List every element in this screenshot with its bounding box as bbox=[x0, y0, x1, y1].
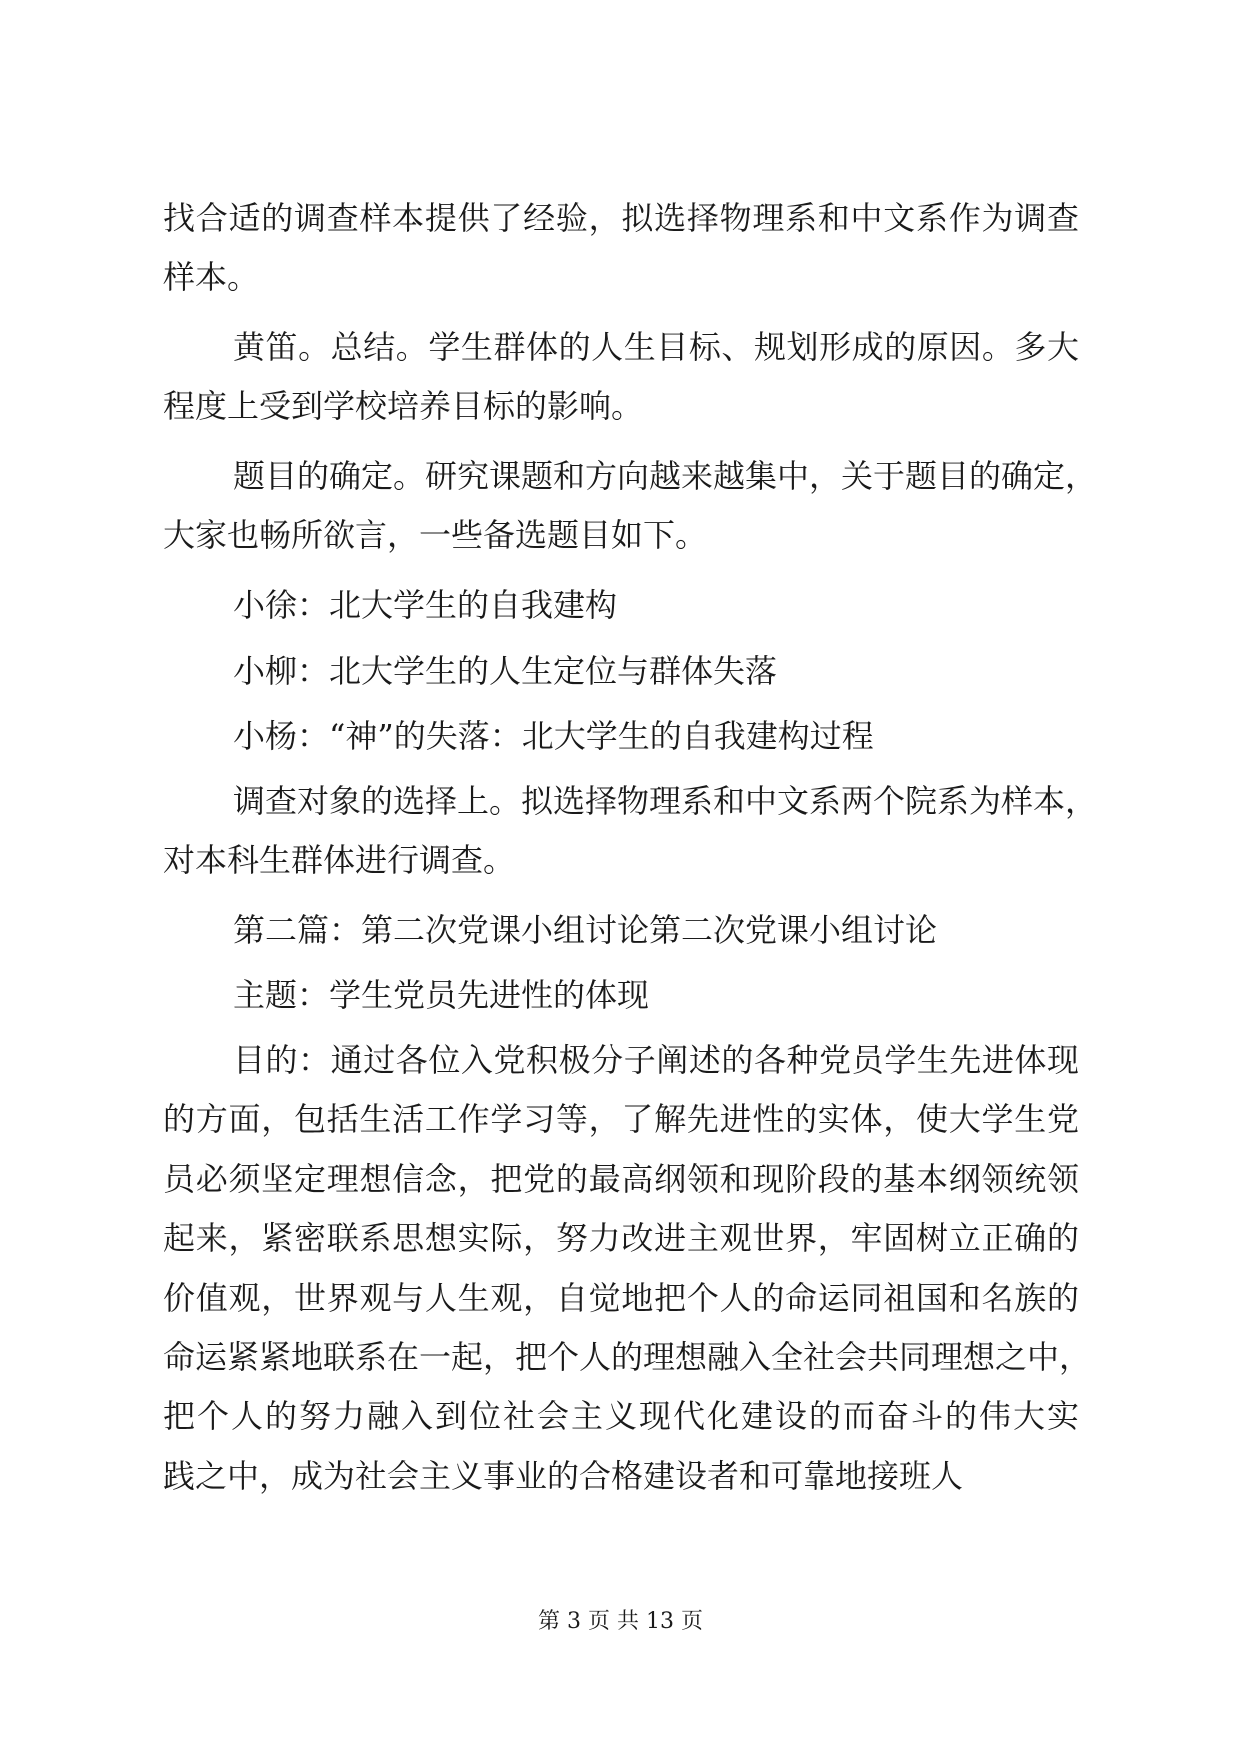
text-line: 题目的确定。研究课题和方向越来越集中，关于题目的确定， bbox=[233, 457, 1098, 495]
text-line: 把个人的努力融入到位社会主义现代化建设的而奋斗的伟大实 bbox=[163, 1397, 1079, 1435]
text-line: 目的：通过各位入党积极分子阐述的各种党员学生先进体现 bbox=[233, 1041, 1079, 1079]
text-line: 小柳：北大学生的人生定位与群体失落 bbox=[233, 652, 778, 690]
text-line: 对本科生群体进行调查。 bbox=[163, 841, 516, 879]
text-line: 程度上受到学校培养目标的影响。 bbox=[163, 387, 644, 425]
text-line: 第二篇：第二次党课小组讨论第二次党课小组讨论 bbox=[233, 911, 938, 949]
text-line: 主题：学生党员先进性的体现 bbox=[233, 976, 650, 1014]
text-line: 的方面，包括生活工作学习等，了解先进性的实体，使大学生党 bbox=[163, 1100, 1079, 1138]
text-line: 命运紧紧地联系在一起，把个人的理想融入全社会共同理想之中， bbox=[163, 1338, 1092, 1376]
page-number-footer: 第 3 页 共 13 页 bbox=[538, 1609, 703, 1634]
text-line: 员必须坚定理想信念，把党的最高纲领和现阶段的基本纲领统领 bbox=[163, 1160, 1079, 1198]
text-line: 起来，紧密联系思想实际，努力改进主观世界，牢固树立正确的 bbox=[163, 1219, 1079, 1257]
text-line: 小杨：“神”的失落：北大学生的自我建构过程 bbox=[233, 717, 874, 755]
text-line: 调查对象的选择上。拟选择物理系和中文系两个院系为样本， bbox=[233, 782, 1098, 820]
text-line: 找合适的调查样本提供了经验，拟选择物理系和中文系作为调查 bbox=[163, 199, 1079, 237]
text-line: 践之中，成为社会主义事业的合格建设者和可靠地接班人 bbox=[163, 1457, 964, 1495]
text-line: 黄笛。总结。学生群体的人生目标、规划形成的原因。多大 bbox=[233, 328, 1079, 366]
text-line: 价值观，世界观与人生观，自觉地把个人的命运同祖国和名族的 bbox=[163, 1279, 1079, 1317]
text-line: 大家也畅所欲言，一些备选题目如下。 bbox=[163, 516, 708, 554]
text-line: 小徐：北大学生的自我建构 bbox=[233, 586, 618, 624]
text-line: 样本。 bbox=[163, 258, 260, 296]
